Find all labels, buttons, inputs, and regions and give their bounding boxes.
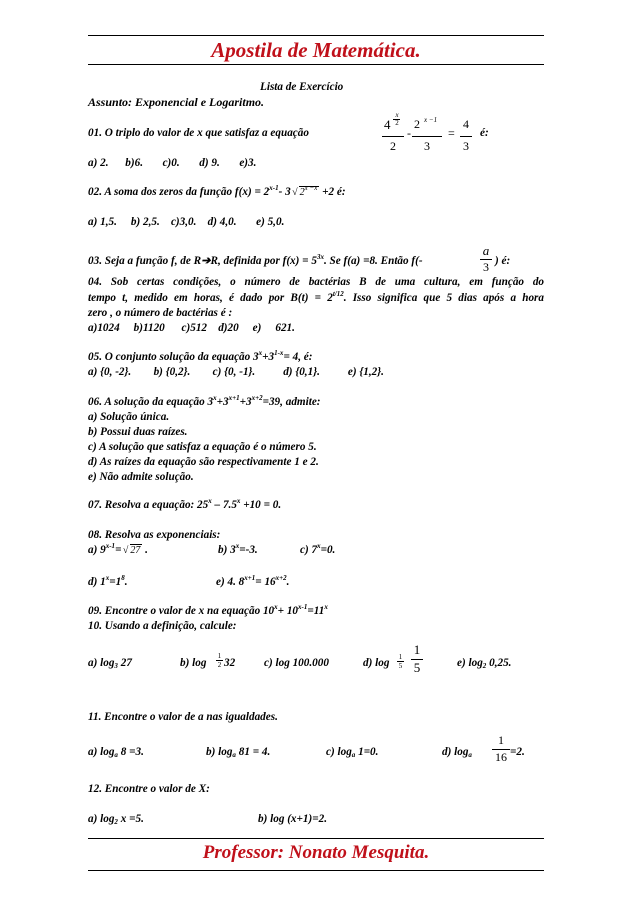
q06-item-b: b) Possui duas raízes.: [88, 426, 188, 438]
q04-line3: zero , o número de bactérias é :: [88, 307, 233, 319]
q08-a-pre: a) 9: [88, 544, 106, 556]
q08-e-exp: x+1: [244, 574, 256, 582]
q01-exp2: x −1: [424, 116, 438, 124]
q01-frac3-den: 3: [463, 139, 469, 153]
q06-statement: [88, 395, 321, 409]
footer-rule-bottom: [88, 870, 544, 871]
q11-b-rest: 81 = 4.: [235, 746, 271, 758]
q04-line2: [88, 291, 544, 305]
q09-text-a: 09. Encontre o valor de x na equação 10: [88, 605, 275, 617]
q08-a: [88, 543, 148, 557]
q01-frac1-den: 2: [390, 139, 396, 153]
q02-options: a) 1,5. b) 2,5. c)3,0. d) 4,0. e) 5,0.: [88, 216, 285, 228]
q11-c-base: a: [351, 751, 356, 759]
q08-d-pre: d) 1: [88, 576, 106, 588]
q03-text-a: 03. Seja a função f, de R: [88, 255, 202, 267]
q10-e-log: e) log: [457, 657, 483, 669]
q01-minus: -: [407, 126, 411, 140]
q08-d-mid: =1: [109, 576, 122, 588]
q06-exp2: x+1: [228, 394, 240, 402]
q03-text-d: ) é:: [495, 255, 511, 267]
q08-c-exp: x: [317, 542, 321, 550]
q11-b: [206, 745, 270, 759]
q11-d: [442, 745, 472, 759]
q11-d-rest: =2.: [510, 746, 525, 758]
q11-c: [326, 745, 378, 759]
q11-d-log: d) log: [442, 746, 469, 758]
q07-exp2: x: [236, 497, 241, 505]
q03-frac-den: 3: [483, 260, 489, 274]
q01-num2: 2: [414, 117, 420, 131]
q07-text-a: 07. Resolva a equação: 25: [88, 499, 209, 511]
footer-author: Professor: Nonato Mesquita.: [202, 842, 430, 863]
q02-text-a: 02. A soma dos zeros da função f(x) = 2: [88, 186, 270, 198]
q01-equals: =: [448, 126, 455, 140]
q10-d-base-den: 5: [398, 662, 403, 670]
q11-c-rest: 1=0.: [355, 746, 379, 758]
q09-exp3: x: [324, 603, 328, 611]
header-rule-bottom: [88, 64, 544, 65]
q10-a-log: a) log: [88, 657, 115, 669]
q01-exp-num: x: [395, 111, 399, 119]
q12-title: 12. Encontre o valor de X:: [88, 783, 210, 795]
q06-item-e: e) Não admite solução.: [88, 471, 194, 483]
q10-c: c) log 100.000: [264, 657, 329, 669]
q08-a-mid: =: [115, 544, 122, 556]
q08-title: 08. Resolva as exponenciais:: [88, 529, 221, 541]
q06-item-a: a) Solução única.: [88, 411, 170, 423]
q10-title: 10. Usando a definição, calcule:: [88, 620, 237, 632]
q09-text-b: + 10: [277, 605, 299, 617]
q11-d-frac-den: 16: [495, 750, 507, 764]
q11-a-log: a) log: [88, 746, 115, 758]
q08-c-end: =0.: [320, 544, 336, 556]
list-title: Lista de Exercício: [260, 81, 344, 93]
q10-d-base-num: 1: [398, 653, 403, 661]
q02-root-exp: x −x: [304, 184, 318, 192]
q10-d-arg-num: 1: [413, 642, 421, 657]
q06-exp1: x: [213, 394, 217, 402]
q08-d-exp: x: [105, 574, 110, 582]
q08-b-end: =-3.: [239, 544, 258, 556]
q01-tail: é:: [480, 127, 489, 139]
q02-root: [299, 186, 319, 198]
q08-c-pre: c) 7: [300, 544, 318, 556]
q10-e: [457, 656, 511, 670]
q08-d-exp2: 8: [121, 574, 125, 582]
q10-b-base-num: 1: [217, 652, 222, 660]
q06-text-b: +3: [216, 396, 229, 408]
q02-text-b: - 3: [278, 186, 291, 198]
q04-options: a)1024 b)1120 c)512 d)20 e) 621.: [88, 322, 295, 334]
q10-d-log: d) log: [363, 657, 390, 669]
q06-text-d: =39, admite:: [262, 396, 321, 408]
q11-d-base: a: [468, 751, 472, 759]
q10-a-arg: 27: [117, 657, 132, 669]
q07-text-c: +10 = 0.: [240, 499, 282, 511]
q10-b-arg: 32: [224, 657, 236, 669]
q10-a: [88, 656, 132, 670]
q01-frac2-bar: [412, 136, 442, 137]
q09-text-c: =11: [307, 605, 325, 617]
q04-line2-a: tempo t, medido em horas, é dado por B(t) = 2: [88, 292, 333, 304]
q10-a-base: 3: [114, 662, 118, 670]
q08-d-end: .: [124, 576, 128, 588]
q05-statement: [88, 350, 313, 364]
q08-e-mid: = 16: [255, 576, 276, 588]
header-title: Apostila de Matemática.: [211, 38, 421, 62]
q08-a-root: √ 27: [130, 544, 143, 556]
q11-a: [88, 745, 144, 759]
q03-text-c: . Se f(a) =8. Então f(-: [323, 255, 423, 267]
q12-a-base: 2: [114, 818, 118, 826]
q08-e-end: .: [286, 576, 290, 588]
q04-line2-b: . Isso significa que 5 dias após a hora: [343, 292, 544, 304]
q02-root-base: 2: [299, 187, 305, 198]
q05-exp2: 1-x: [274, 349, 284, 357]
q05-text-c: = 4, é:: [283, 351, 313, 363]
q11-d-frac-num: 1: [498, 733, 504, 747]
q06-exp3: x+2: [251, 394, 263, 402]
q10-d-arg-den: 5: [413, 660, 421, 675]
subject-line: Assunto: Exponencial e Logaritmo.: [88, 95, 265, 109]
q04-exp: t/12: [332, 290, 344, 298]
q03-text-b: R, definida por f(x) = 5: [210, 255, 317, 267]
q09-exp1: x: [274, 603, 278, 611]
q08-e-pre: e) 4. 8: [216, 576, 245, 588]
q08-b-pre: b) 3: [218, 544, 236, 556]
q12-a-rest: x =5.: [117, 813, 144, 825]
q08-a-end: .: [145, 544, 148, 556]
q01-base: 4: [384, 117, 391, 132]
q08-a-exp: x-1: [105, 542, 116, 550]
q01-frac2-den: 3: [424, 139, 430, 153]
q06-text-c: +3: [239, 396, 252, 408]
q06-item-d: d) As raízes da equação são respectivamente 1 e 2.: [88, 456, 319, 468]
q02-text-c: +2 é:: [322, 186, 346, 198]
q08-b: [218, 543, 258, 557]
q03-frac-num: a: [482, 243, 490, 258]
q12-a-log: a) log: [88, 813, 115, 825]
q02-statement: [88, 185, 346, 199]
q01-statement: 01. O triplo do valor de x que satisfaz a equação: [88, 127, 309, 139]
q06-item-c: c) A solução que satisfaz a equação é o número 5.: [88, 441, 317, 453]
q11-a-rest: 8 =3.: [117, 746, 144, 758]
q04-line1: 04. Sob certas condições, o número de bactérias B de uma cultura, em função do: [88, 276, 544, 288]
q11-title: 11. Encontre o valor de a nas igualdades.: [88, 711, 278, 723]
q08-e: [216, 575, 289, 589]
q08-b-exp: x: [235, 542, 240, 550]
q08-e-exp2: x+2: [275, 574, 287, 582]
q09-exp2: x-1: [298, 603, 308, 611]
q10-e-arg: 0,25.: [486, 657, 512, 669]
q06-text-a: 06. A solução da equação 3: [88, 396, 214, 408]
q09-statement: [88, 604, 328, 618]
q07-exp1: x: [208, 497, 212, 505]
q05-text-b: +3: [262, 351, 275, 363]
q12-b: b) log (x+1)=2.: [258, 813, 327, 825]
q10-b-log: b) log: [180, 657, 207, 669]
q02-exp: x-1: [269, 184, 279, 192]
q07-statement: [88, 498, 281, 512]
q08-d: [88, 575, 127, 589]
q03-statement: [88, 254, 423, 268]
q10-e-base: 2: [482, 662, 487, 670]
q10-b-base-den: 2: [217, 661, 222, 669]
q05-text-a: 05. O conjunto solução da equação 3: [88, 351, 259, 363]
q12-a: [88, 812, 144, 826]
q01-exp-den: 2: [395, 119, 399, 127]
q01-frac1-bar: [382, 136, 404, 137]
q05-exp1: x: [258, 349, 263, 357]
q01-frac3-bar: [460, 136, 472, 137]
q08-c: [300, 543, 335, 557]
header-rule-top: [88, 35, 544, 36]
q03-exp: 3x: [316, 253, 324, 261]
q01-options: a) 2. b)6. c)0. d) 9. e)3.: [88, 157, 257, 169]
q11-b-base: a: [232, 751, 236, 759]
footer-rule-top: [88, 838, 544, 839]
q01-num3: 4: [463, 117, 469, 131]
q11-b-log: b) log: [206, 746, 233, 758]
q07-text-b: – 7.5: [211, 499, 237, 511]
q05-options: a) {0, -2}. b) {0,2}. c) {0, -1}. d) {0,1}. e) {1,2}.: [88, 366, 384, 378]
q11-a-base: a: [114, 751, 118, 759]
arrow-icon: ➔: [201, 255, 211, 267]
q11-c-log: c) log: [326, 746, 352, 758]
